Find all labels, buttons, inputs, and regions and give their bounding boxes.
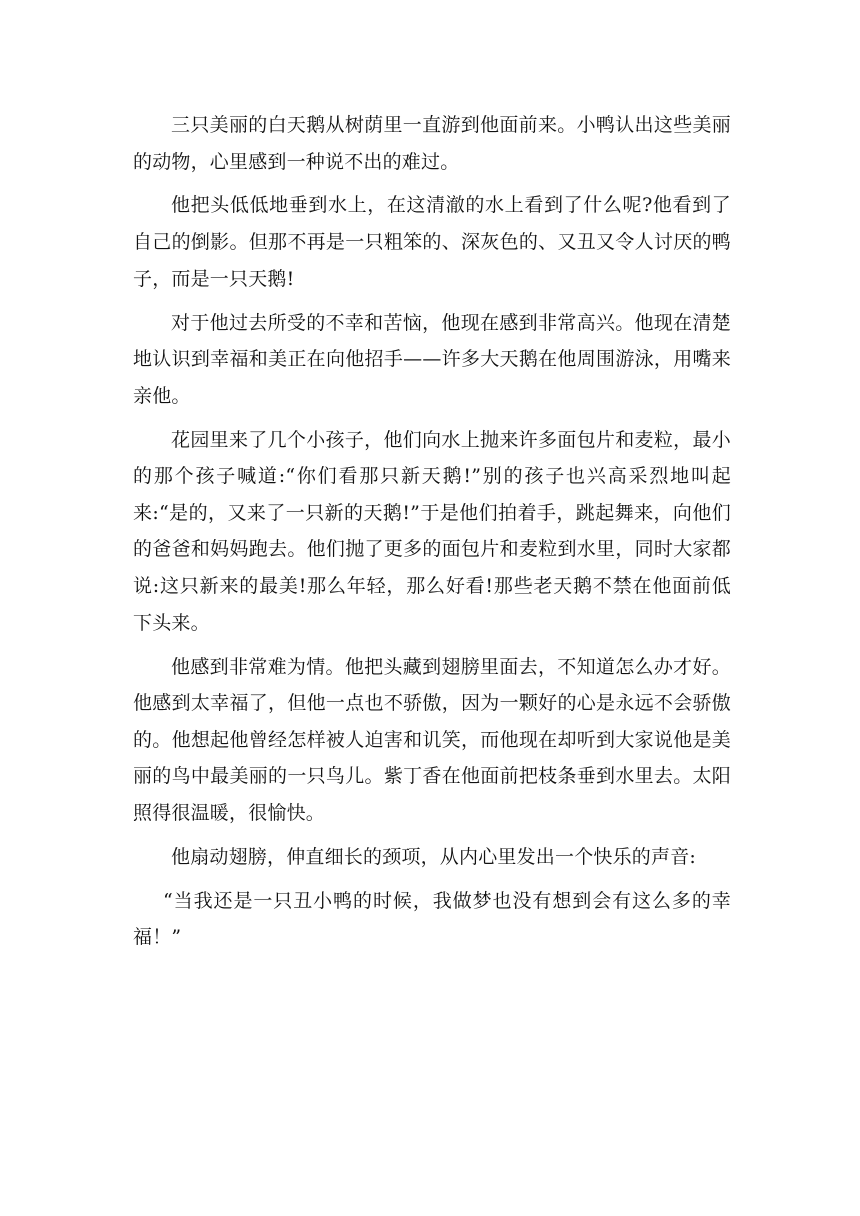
paragraph-6: 他扇动翅膀，伸直细长的颈项，从内心里发出一个快乐的声音: xyxy=(171,845,697,868)
paragraph-7-quote: “当我还是一只丑小鸭的时候，我做梦也没有想到会有这么多的幸福！” xyxy=(133,889,731,949)
story-text xyxy=(133,107,731,963)
paragraph-5: 他感到非常难为情。他把头藏到翅膀里面去，不知道怎么办才好。他感到太幸福了，但他一点也不骄傲，因为一颗好的心是永远不会骄傲的。他想起他曾经怎样被人迫害和讥笑，而他现在却听到大家说他是美丽的鸟中最美丽的一只鸟儿。紫丁香在他面前把枝条垂到水里去。太阳照得很温暖，很愉快。 xyxy=(133,655,731,824)
paragraph-4: 花园里来了几个小孩子，他们向水上抛来许多面包片和麦粒，最小的那个孩子喊道:“你们看那只新天鹅!”别的孩子也兴高采烈地叫起来:“是的，又来了一只新的天鹅!”于是他们拍着手，跳起舞来，向他们的爸爸和妈妈跑去。他们抛了更多的面包片和麦粒到水里，同时大家都说:这只新来的最美!那么年轻，那么好看!那些老天鹅不禁在他面前低下头来。 xyxy=(133,428,731,634)
paragraph-2: 他把头低低地垂到水上，在这清澈的水上看到了什么呢?他看到了自己的倒影。但那不再是一只粗笨的、深灰色的、又丑又令人讨厌的鸭子，而是一只天鹅! xyxy=(133,194,731,290)
paragraph-1: 三只美丽的白天鹅从树荫里一直游到他面前来。小鸭认出这些美丽的动物，心里感到一种说不出的难过。 xyxy=(133,114,731,173)
paragraph-3: 对于他过去所受的不幸和苦恼，他现在感到非常高兴。他现在清楚地认识到幸福和美正在向他招手——许多大天鹅在他周围游泳，用嘴来亲他。 xyxy=(133,311,731,407)
